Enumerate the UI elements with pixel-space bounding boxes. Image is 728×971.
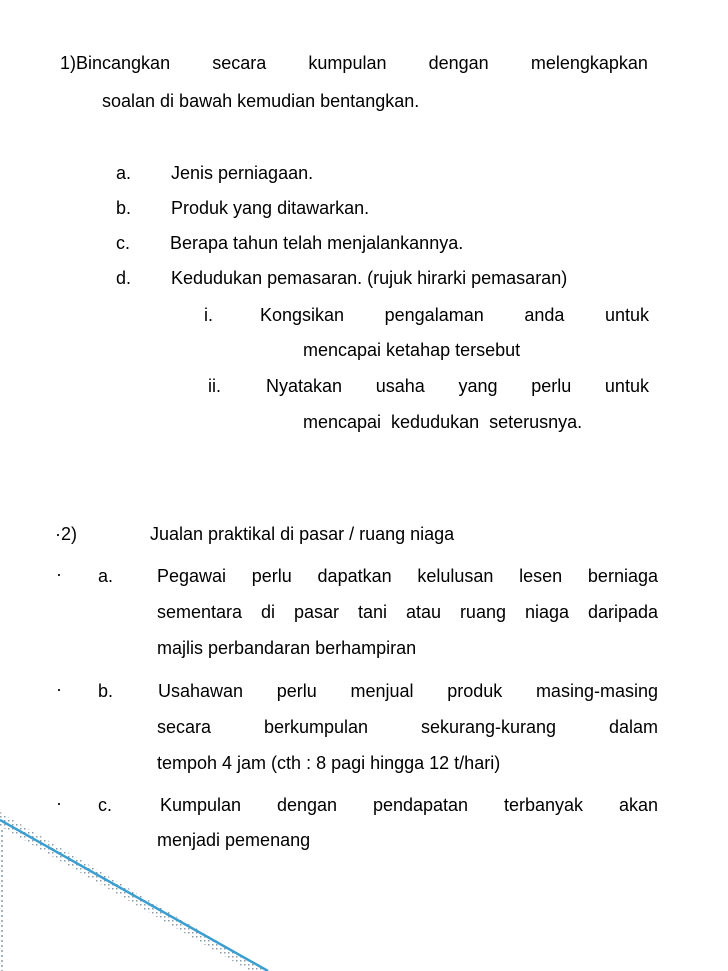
word: untuk xyxy=(604,305,649,325)
word: kumpulan xyxy=(308,53,387,73)
q2-item-c-marker: c. xyxy=(98,795,113,815)
q1-item-c-marker: c. xyxy=(116,233,131,253)
word: pendapatan xyxy=(372,795,469,815)
q1-item-a-text: Jenis perniagaan. xyxy=(171,163,314,183)
word: secara xyxy=(212,53,267,73)
q2-item-a-line3: majlis perbandaran berhampiran xyxy=(157,638,417,658)
q1-item-a-marker: a. xyxy=(116,163,132,183)
word: sementara xyxy=(157,602,243,622)
number: 2) xyxy=(61,524,78,544)
word: ruang xyxy=(459,602,506,622)
word: Kumpulan xyxy=(160,795,242,815)
word: untuk xyxy=(604,376,649,396)
word: tani xyxy=(357,602,387,622)
word: anda xyxy=(524,305,565,325)
word: perlu xyxy=(276,681,317,701)
q2-item-b-line3: tempoh 4 jam (cth : 8 pagi hingga 12 t/hari) xyxy=(157,753,501,773)
q1-subitem-ii-line2: mencapai kedudukan seterusnya. xyxy=(303,412,583,432)
q2-item-b-marker: b. xyxy=(98,681,114,701)
word: masing-masing xyxy=(535,681,658,701)
q1-item-d-text: Kedudukan pemasaran. (rujuk hirarki pemasaran) xyxy=(171,268,568,288)
word: terbanyak xyxy=(503,795,584,815)
word: Usahawan xyxy=(158,681,244,701)
word: daripada xyxy=(587,602,658,622)
word: usaha xyxy=(375,376,425,396)
q2-item-a-marker: a. xyxy=(98,566,114,586)
word: secara xyxy=(157,717,212,737)
word: lesen xyxy=(519,566,563,586)
word: produk xyxy=(447,681,503,701)
word: atau xyxy=(405,602,441,622)
bullet: · xyxy=(55,524,61,544)
word: kelulusan xyxy=(417,566,494,586)
q2-number xyxy=(55,525,77,543)
word: pengalaman xyxy=(384,305,484,325)
q2-item-c-bullet: · xyxy=(56,793,62,813)
word: akan xyxy=(618,795,658,815)
q2-item-c-line1 xyxy=(160,796,658,814)
word: niaga xyxy=(524,602,569,622)
q1-item-c-text: Berapa tahun telah menjalankannya. xyxy=(170,233,464,253)
q1-subitem-i-line1 xyxy=(260,306,649,324)
q2-item-c-line2: menjadi pemenang xyxy=(157,830,311,850)
word: berkumpulan xyxy=(263,717,369,737)
word: Nyatakan xyxy=(266,376,343,396)
word: Pegawai xyxy=(157,566,227,586)
word: di xyxy=(261,602,276,622)
q2-item-b-line1 xyxy=(158,682,658,700)
q2-item-b-bullet: · xyxy=(56,679,62,699)
q2-item-a-line1 xyxy=(157,567,658,585)
word: menjual xyxy=(350,681,414,701)
q1-subitem-i-line2: mencapai ketahap tersebut xyxy=(303,340,521,360)
word: sekurang-kurang xyxy=(420,717,557,737)
q1-subitem-i-marker: i. xyxy=(204,305,213,325)
q1-subitem-ii-line1 xyxy=(266,377,649,395)
q1-line2: soalan di bawah kemudian bentangkan. xyxy=(102,91,420,111)
q1-item-b-text: Produk yang ditawarkan. xyxy=(171,198,370,218)
word: perlu xyxy=(251,566,292,586)
q1-subitem-ii-marker: ii. xyxy=(208,376,221,396)
word: Kongsikan xyxy=(260,305,345,325)
word: 1)Bincangkan xyxy=(60,53,171,73)
word: pasar xyxy=(293,602,339,622)
word: berniaga xyxy=(587,566,658,586)
q1-line1 xyxy=(60,54,648,72)
q2-item-b-line2 xyxy=(157,718,658,736)
word: dalam xyxy=(608,717,658,737)
word: yang xyxy=(458,376,498,396)
word: dengan xyxy=(428,53,489,73)
q2-item-a-bullet: · xyxy=(56,564,62,584)
q1-item-d-marker: d. xyxy=(116,268,132,288)
word: dengan xyxy=(276,795,338,815)
q2-item-a-line2 xyxy=(157,603,658,621)
q2-title: Jualan praktikal di pasar / ruang niaga xyxy=(150,524,455,544)
q1-item-b-marker: b. xyxy=(116,198,132,218)
word: dapatkan xyxy=(317,566,392,586)
word: melengkapkan xyxy=(530,53,648,73)
word: perlu xyxy=(531,376,572,396)
